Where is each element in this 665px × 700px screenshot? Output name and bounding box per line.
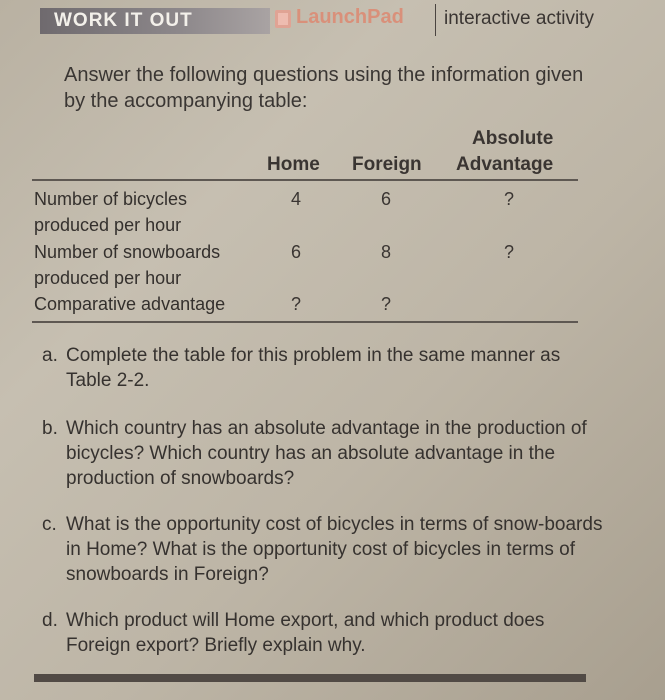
cell-foreign-comparative: ?	[380, 294, 391, 314]
row-label-line: Number of bicycles	[34, 189, 188, 209]
intro-text: Answer the following questions using the information given by the accompanying table:	[64, 64, 584, 112]
question-letter: a.	[42, 345, 58, 366]
page-header	[0, 0, 665, 40]
launchpad-logo-icon	[274, 8, 292, 30]
row-label-line: Number of snowboards	[34, 242, 221, 262]
row-label-line: produced per hour	[34, 215, 182, 235]
cell-absolute-snowboards: ?	[503, 242, 514, 262]
row-label-line: produced per hour	[34, 268, 182, 288]
cell-home-bicycles: 4	[290, 189, 301, 209]
header-divider	[435, 4, 436, 36]
cell-home-snowboards: 6	[290, 242, 301, 262]
question-letter: c.	[42, 514, 57, 535]
work-it-out-banner: WORK IT OUT	[40, 8, 270, 34]
cell-foreign-snowboards: 8	[380, 242, 391, 262]
col-header-advantage: Advantage	[456, 154, 554, 175]
question-letter: b.	[42, 418, 58, 439]
table-bottom-rule	[32, 321, 578, 323]
row-label-comparative: Comparative advantage	[34, 294, 226, 314]
col-header-foreign: Foreign	[352, 154, 422, 175]
launchpad-brand: LaunchPad	[296, 6, 404, 28]
activity-label: interactive activity	[444, 8, 594, 29]
cell-foreign-bicycles: 6	[380, 189, 391, 209]
question-text: Which product will Home export, and which product does Foreign export? Briefly explain why.	[66, 610, 545, 656]
col-header-absolute: Absolute	[472, 128, 554, 149]
cell-absolute-bicycles: ?	[503, 189, 514, 209]
col-header-home: Home	[267, 154, 320, 175]
question-text: Complete the table for this problem in the same manner as Table 2-2.	[66, 345, 561, 391]
row-label-snowboards	[34, 239, 264, 291]
question-letter: d.	[42, 610, 58, 631]
row-label-bicycles	[34, 186, 264, 238]
question-text: Which country has an absolute advantage in the production of bicycles? Which country has an absolute advantage in the production of snowboards?	[66, 418, 587, 489]
cell-home-comparative: ?	[290, 294, 301, 314]
data-table	[32, 125, 580, 325]
question-text: What is the opportunity cost of bicycles in terms of snow-boards in Home? What is the opportunity cost of bicycles in terms of snowboards in Foreign?	[66, 514, 603, 585]
bottom-rule	[34, 674, 586, 682]
table-top-rule	[32, 179, 578, 181]
